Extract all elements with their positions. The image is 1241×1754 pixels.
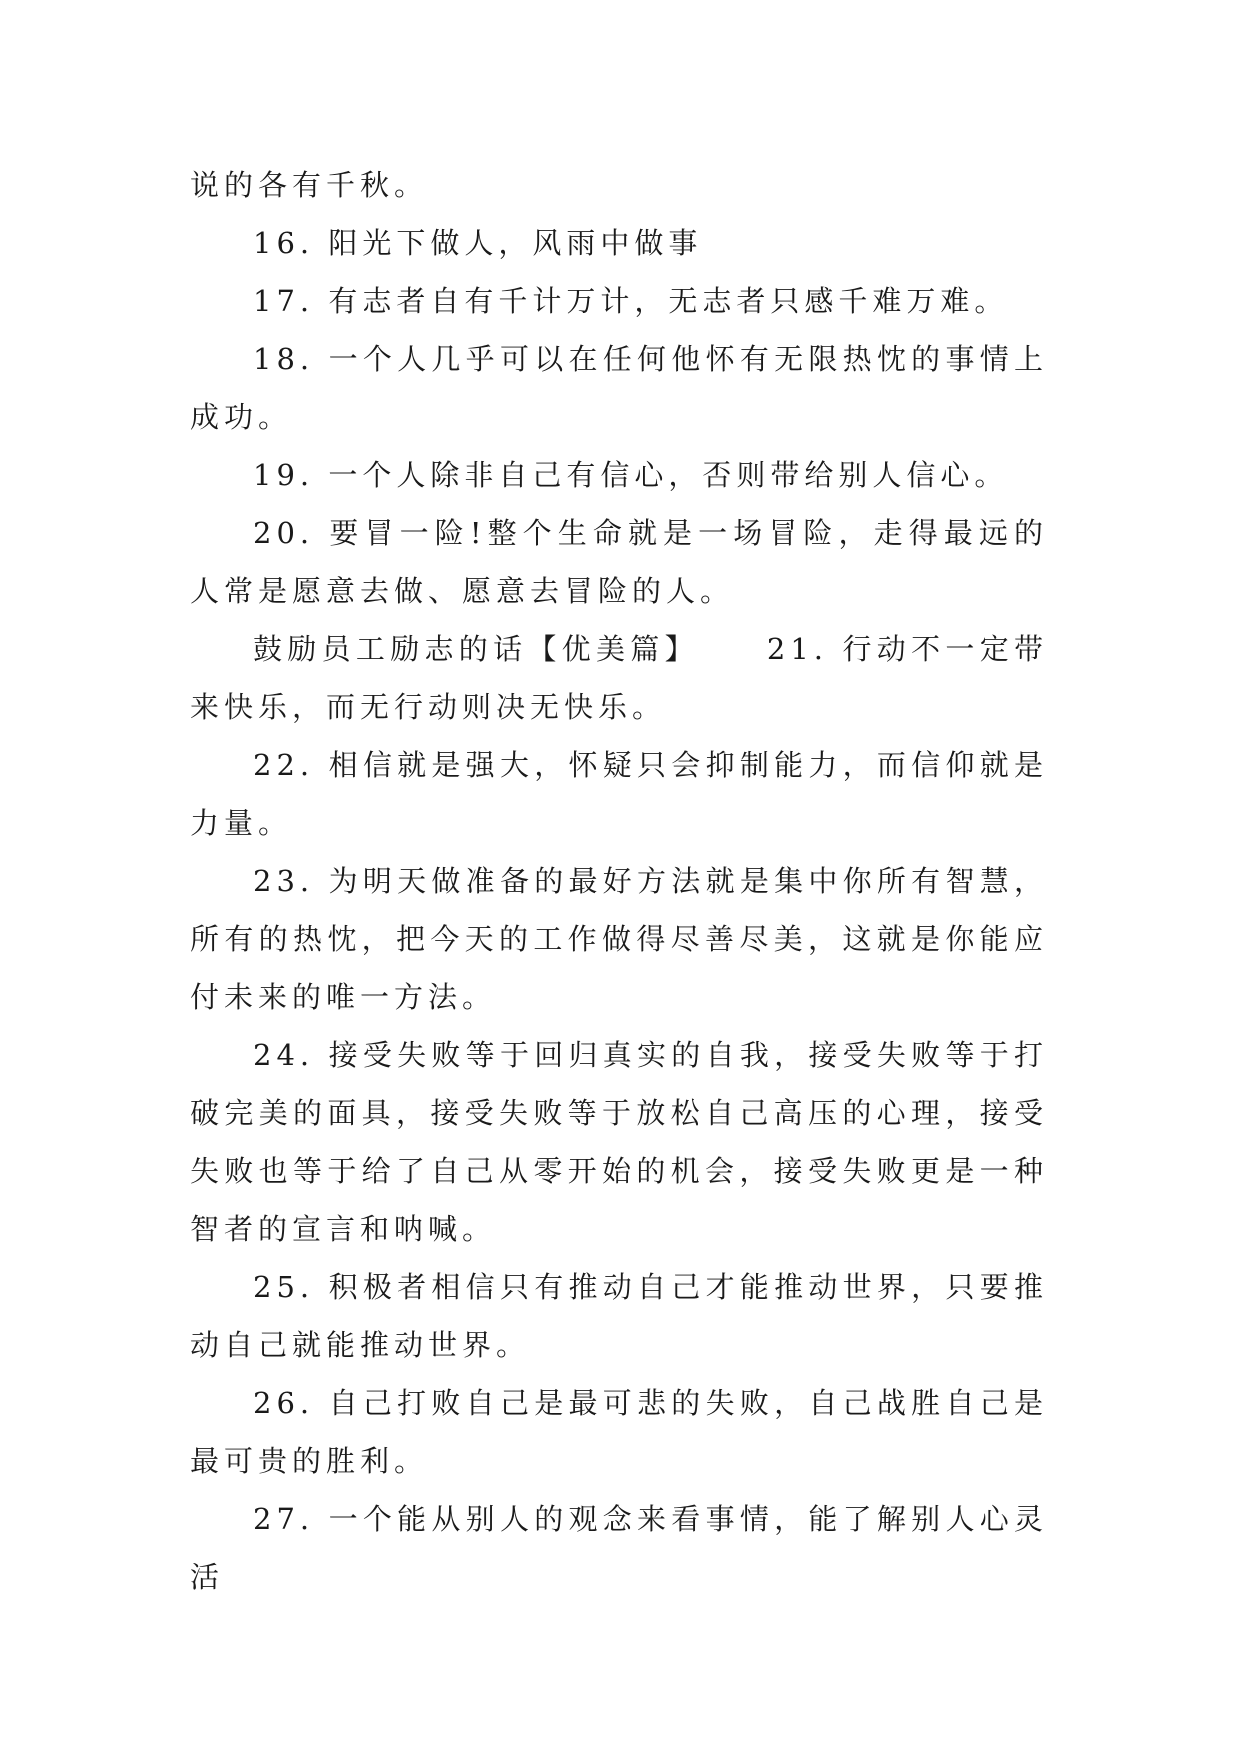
paragraph-17: 17. 有志者自有千计万计，无志者只感千难万难。 [253,284,1009,318]
paragraph-25: 25. 积极者相信只有推动自己才能推动世界，只要推动自己就能推动世界。 [190,1270,1048,1362]
paragraph-21: 21. 行动不一定带来快乐，而无行动则决无快乐。 [190,632,1048,724]
paragraph-26: 26. 自己打败自己是最可悲的失败，自己战胜自己是最可贵的胜利。 [190,1386,1048,1478]
document-body [190,156,1048,1606]
paragraph-continuation: 说的各有千秋。 [190,168,429,202]
paragraph-22: 22. 相信就是强大，怀疑只会抑制能力，而信仰就是力量。 [190,748,1048,840]
section-heading: 鼓励员工励志的话【优美篇】 [253,632,699,666]
paragraph-24: 24. 接受失败等于回归真实的自我，接受失败等于打破完美的面具，接受失败等于放松自己高压的心理，接受失败也等于给了自己从零开始的机会，接受失败更是一种智者的宣言和呐喊。 [190,1038,1048,1246]
paragraph-27: 27. 一个能从别人的观念来看事情，能了解别人心灵活 [190,1502,1048,1594]
paragraph-18: 18. 一个人几乎可以在任何他怀有无限热忱的事情上成功。 [190,342,1048,434]
paragraph-section-heading-21 [190,620,1048,736]
paragraph-23: 23. 为明天做准备的最好方法就是集中你所有智慧，所有的热忱，把今天的工作做得尽善尽美，这就是你能应付未来的唯一方法。 [190,864,1048,1014]
paragraph-20: 20. 要冒一险!整个生命就是一场冒险，走得最远的人常是愿意去做、愿意去冒险的人。 [190,516,1048,608]
paragraph-19: 19. 一个人除非自己有信心，否则带给别人信心。 [253,458,1009,492]
paragraph-16: 16. 阳光下做人，风雨中做事 [253,226,703,260]
